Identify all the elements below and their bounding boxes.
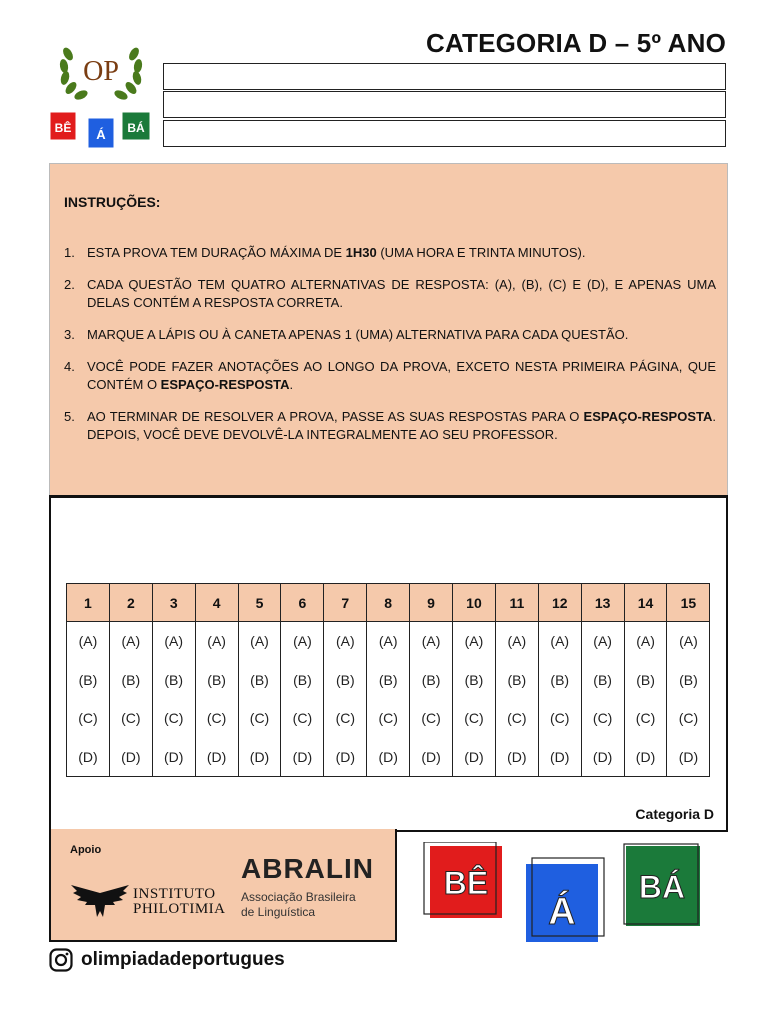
- answer-option[interactable]: (B): [667, 661, 710, 700]
- answer-option[interactable]: (A): [495, 622, 538, 661]
- instruction-item: 2. CADA QUESTÃO TEM QUATRO ALTERNATIVAS DE RESPOSTA: (A), (B), (C) E (D), E APENAS UMA DELAS CONTÉM A RESPOSTA CORRETA.: [64, 277, 716, 310]
- question-number: 4: [195, 584, 238, 622]
- answer-option[interactable]: (B): [581, 661, 624, 700]
- abralin-logo: ABRALIN: [241, 853, 374, 884]
- question-number: 10: [453, 584, 496, 622]
- support-label: Apoio: [70, 844, 102, 856]
- answer-option[interactable]: (B): [238, 661, 281, 700]
- answer-option[interactable]: (D): [281, 738, 324, 777]
- answer-option[interactable]: (A): [324, 622, 367, 661]
- answer-option[interactable]: (D): [410, 738, 453, 777]
- instagram-icon: [49, 948, 73, 972]
- question-number: 13: [581, 584, 624, 622]
- answer-option[interactable]: (B): [109, 661, 152, 700]
- logo-tile-ba: BÁ: [127, 121, 145, 135]
- answer-option[interactable]: (C): [581, 699, 624, 738]
- svg-text:BÊ: BÊ: [443, 865, 489, 901]
- option-row: [67, 738, 710, 777]
- answer-grid: [66, 583, 710, 777]
- abralin-subtitle: Associação Brasileira de Linguística: [241, 890, 356, 919]
- answer-option[interactable]: (C): [67, 699, 110, 738]
- answer-option[interactable]: (A): [238, 622, 281, 661]
- answer-option[interactable]: (C): [410, 699, 453, 738]
- answer-option[interactable]: (C): [495, 699, 538, 738]
- answer-option[interactable]: (C): [667, 699, 710, 738]
- question-number: 11: [495, 584, 538, 622]
- eagle-icon: [69, 881, 131, 921]
- answer-option[interactable]: (B): [152, 661, 195, 700]
- support-panel: [49, 829, 397, 942]
- answer-option[interactable]: (D): [453, 738, 496, 777]
- answer-option[interactable]: (C): [367, 699, 410, 738]
- answer-option[interactable]: (A): [410, 622, 453, 661]
- answer-option[interactable]: (C): [109, 699, 152, 738]
- tile-ba: [624, 844, 700, 926]
- answer-option[interactable]: (A): [453, 622, 496, 661]
- question-number: 5: [238, 584, 281, 622]
- question-number: 6: [281, 584, 324, 622]
- answer-option[interactable]: (A): [367, 622, 410, 661]
- answer-option[interactable]: (A): [152, 622, 195, 661]
- answer-option[interactable]: (C): [238, 699, 281, 738]
- answer-option[interactable]: (B): [453, 661, 496, 700]
- answer-option[interactable]: (A): [667, 622, 710, 661]
- answer-option[interactable]: (A): [624, 622, 667, 661]
- logo-tiles: [50, 112, 150, 148]
- instructions-list: [64, 244, 716, 458]
- answer-option[interactable]: (C): [453, 699, 496, 738]
- answer-option[interactable]: (D): [538, 738, 581, 777]
- instituto-philotimia-logo: INSTITUTO PHILOTIMIA: [133, 886, 226, 917]
- logo-monogram: OP: [83, 56, 119, 87]
- logo-tile-be: BÊ: [54, 121, 72, 135]
- question-number: 12: [538, 584, 581, 622]
- svg-text:BÁ: BÁ: [638, 869, 686, 905]
- instagram-handle: olimpiadadeportugues: [81, 949, 285, 970]
- question-number: 14: [624, 584, 667, 622]
- answer-option[interactable]: (C): [538, 699, 581, 738]
- answer-option[interactable]: (C): [152, 699, 195, 738]
- tile-a: [526, 858, 604, 942]
- answer-option[interactable]: (D): [495, 738, 538, 777]
- answer-option[interactable]: (D): [109, 738, 152, 777]
- question-number: 1: [67, 584, 110, 622]
- answer-option[interactable]: (B): [367, 661, 410, 700]
- answer-option[interactable]: (D): [581, 738, 624, 777]
- social-link[interactable]: [49, 948, 285, 972]
- op-logo: [48, 36, 154, 152]
- page-title: CATEGORIA D – 5º ANO: [425, 28, 726, 58]
- tile-be: [424, 842, 502, 918]
- category-label: Categoria D: [635, 806, 714, 822]
- answer-option[interactable]: (A): [581, 622, 624, 661]
- instruction-item: 1. ESTA PROVA TEM DURAÇÃO MÁXIMA DE 1H30 (UMA HORA E TRINTA MINUTOS).: [64, 245, 586, 260]
- answer-option[interactable]: (D): [195, 738, 238, 777]
- answer-option[interactable]: (A): [109, 622, 152, 661]
- instructions-heading: INSTRUÇÕES:: [64, 194, 161, 210]
- answer-option[interactable]: (B): [324, 661, 367, 700]
- answer-option[interactable]: (C): [324, 699, 367, 738]
- instruction-item: 3. MARQUE A LÁPIS OU À CANETA APENAS 1 (UMA) ALTERNATIVA PARA CADA QUESTÃO.: [64, 327, 629, 342]
- option-row: [67, 699, 710, 738]
- question-number: 9: [410, 584, 453, 622]
- answer-option[interactable]: (D): [238, 738, 281, 777]
- svg-text:Á: Á: [548, 891, 576, 933]
- answer-option[interactable]: (C): [195, 699, 238, 738]
- alphabet-tiles: [420, 842, 710, 950]
- laurel-wreath-icon: [48, 36, 154, 152]
- question-number: 7: [324, 584, 367, 622]
- class-field[interactable]: [163, 120, 726, 147]
- answer-option[interactable]: (B): [538, 661, 581, 700]
- answer-option[interactable]: (C): [281, 699, 324, 738]
- answer-option[interactable]: (D): [67, 738, 110, 777]
- answer-option[interactable]: (D): [324, 738, 367, 777]
- question-number: 3: [152, 584, 195, 622]
- instruction-item: 4. VOCÊ PODE FAZER ANOTAÇÕES AO LONGO DA PROVA, EXCETO NESTA PRIMEIRA PÁGINA, QUE CONTÉM O ESPAÇO-RESPOSTA.: [64, 359, 716, 392]
- answer-option[interactable]: (B): [495, 661, 538, 700]
- answer-option[interactable]: (C): [624, 699, 667, 738]
- answer-option[interactable]: (A): [538, 622, 581, 661]
- answer-option[interactable]: (A): [195, 622, 238, 661]
- answer-option[interactable]: (D): [624, 738, 667, 777]
- answer-option[interactable]: (A): [281, 622, 324, 661]
- answer-option[interactable]: (B): [195, 661, 238, 700]
- answer-option[interactable]: (D): [152, 738, 195, 777]
- answer-sheet: [49, 495, 728, 832]
- answer-option[interactable]: (B): [67, 661, 110, 700]
- school-field[interactable]: [163, 91, 726, 118]
- answer-option[interactable]: (B): [281, 661, 324, 700]
- answer-option[interactable]: (A): [67, 622, 110, 661]
- answer-option[interactable]: (B): [624, 661, 667, 700]
- answer-option[interactable]: (D): [667, 738, 710, 777]
- logo-tile-a: Á: [96, 127, 106, 142]
- question-number: 8: [367, 584, 410, 622]
- question-number: 15: [667, 584, 710, 622]
- instructions-panel: [49, 163, 728, 496]
- answer-option[interactable]: (D): [367, 738, 410, 777]
- option-row: [67, 661, 710, 700]
- option-row: [67, 622, 710, 661]
- question-number: 2: [109, 584, 152, 622]
- answer-option[interactable]: (B): [410, 661, 453, 700]
- name-field[interactable]: [163, 63, 726, 90]
- question-number-row: [67, 584, 710, 622]
- instruction-item: 5. AO TERMINAR DE RESOLVER A PROVA, PASSE AS SUAS RESPOSTAS PARA O ESPAÇO-RESPOSTA. DEPOIS, VOCÊ DEVE DEVOLVÊ-LA INTEGRALMENTE AO SEU PROFESSOR.: [64, 409, 716, 442]
